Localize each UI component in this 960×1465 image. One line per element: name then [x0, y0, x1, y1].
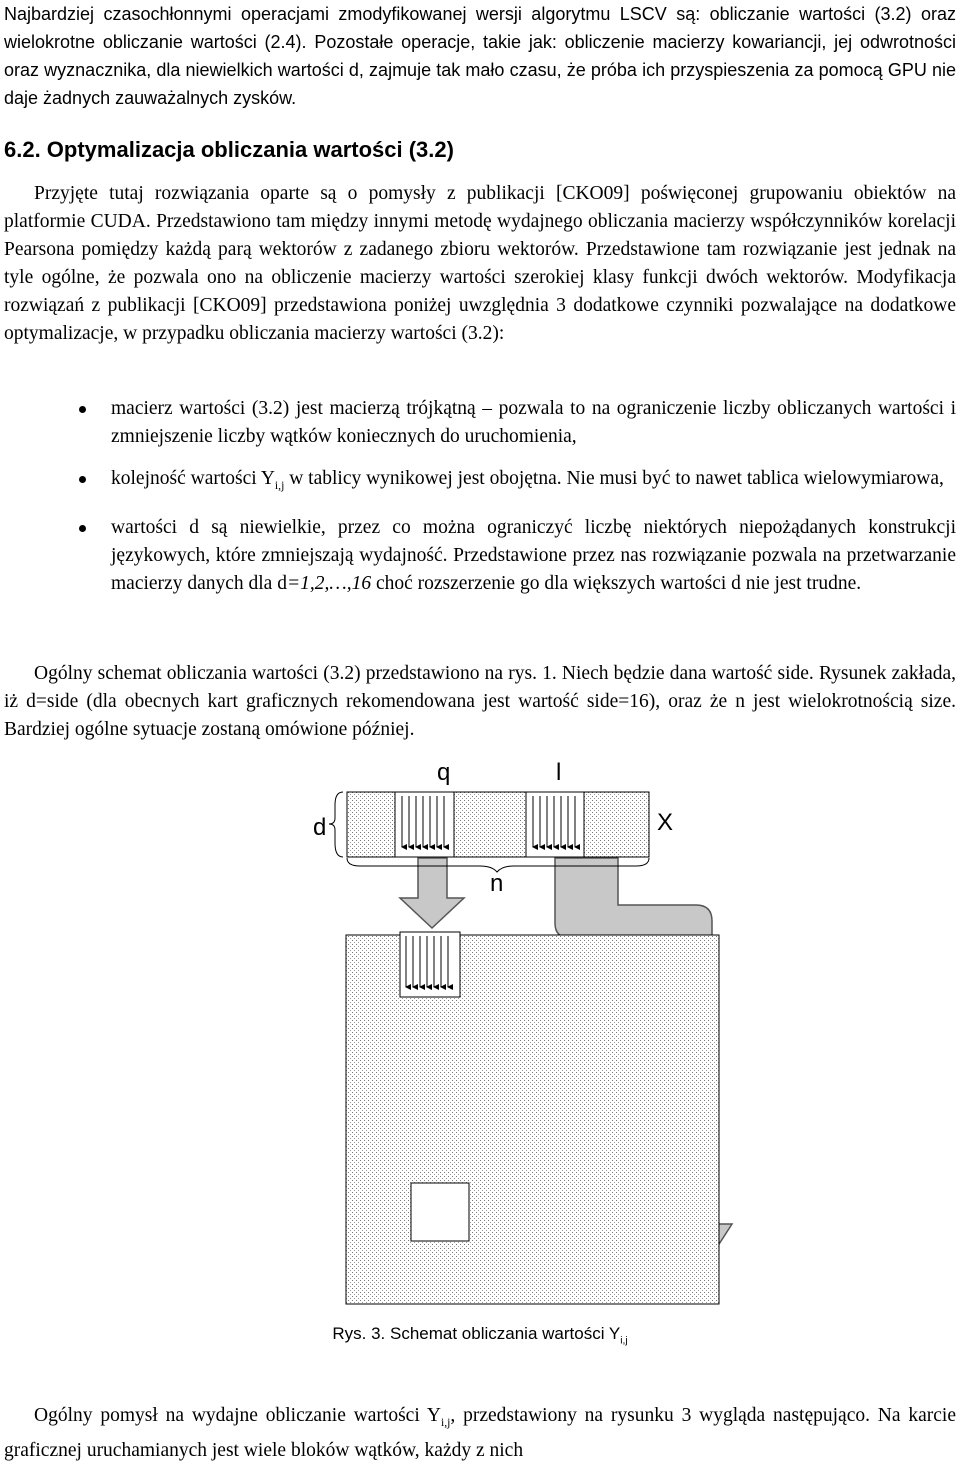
- block-result-y: [411, 1183, 469, 1241]
- schema-figure: [0, 750, 960, 1320]
- brace-d: [329, 792, 343, 857]
- section-paragraph-1: Przyjęte tutaj rozwiązania oparte są o pomysły z publikacji [CKO09] poświęconej grupowaniu obiektów na platformie CUDA. Przedstawiono tam między innymi metodę wydajnego obliczania macierzy współczynników korelacji Pearsona pomiędzy każdą parą wektorów z zadanego zbioru wektorów. Przedstawione tam rozwiązanie jest jednak na tyle ogólne, że pozwala ono na obliczenie macierzy wartości szerokiej klasy funkcji dwóch wektorów. Modyfikacja rozwiązań z publikacji [CKO09] przedstawiona poniżej uwzględnia 3 dodatkowe czynniki pozwalające na dodatkowe optymalizacje, w przypadku obliczania macierzy wartości (3.2):: [4, 183, 956, 344]
- block-target-top: [400, 932, 460, 997]
- label-x: X: [657, 809, 674, 836]
- input-matrix-x: [347, 792, 649, 857]
- bullet-dot-icon: [79, 476, 86, 483]
- section-paragraph-2: Ogólny schemat obliczania wartości (3.2) przedstawiono na rys. 1. Niech będzie dana wartość side. Rysunek zakłada, iż d=side (dla obecnych kart graficznych rekomendowana jest wartość side=16), oraz że n jest wielokrotnością size. Bardziej ogólne sytuacje zostaną omówione później.: [4, 663, 956, 740]
- label-l: l: [556, 759, 562, 786]
- bullet-list: [0, 395, 956, 612]
- label-q: q: [437, 759, 451, 786]
- outro-paragraph: Ogólny pomysł na wydajne obliczanie wartości $Y_{i,j}$, przedstawiony na rysunku 3 wygląda następująco. Na karcie graficznej uruchamianych jest wiele bloków wątków, każdy z nich: [4, 1405, 957, 1461]
- bullet-item-3: wartości d są niewielkie, przez co można ograniczyć liczbę niektórych niepożądanych konstrukcji językowych, które zmniejszają wydajność. Przedstawione przez nas rozwiązanie pozwala na przetwarzanie macierzy danych dla d=1,2,…,16 choć rozszerzenie go dla większych wartości d nie jest trudne.: [0, 514, 956, 598]
- block-q: [395, 792, 454, 857]
- label-d: d: [313, 814, 327, 841]
- label-n: n: [490, 870, 504, 897]
- bullet-item-2: kolejność wartości $Y_{i,j}$ w tablicy wynikowej jest obojętna. Nie musi być to nawet tablica wielowymiarowa,: [0, 465, 956, 500]
- bullet-item-1: macierz wartości (3.2) jest macierzą trójkątną – pozwala to na ograniczenie liczby obliczanych wartości i zmniejszenie liczby wątków koniecznych do uruchomienia,: [0, 395, 956, 451]
- bullet-dot-icon: [79, 525, 86, 532]
- bullet-dot-icon: [79, 406, 86, 413]
- figure-caption: Rys. 3. Schemat obliczania wartości $Y_{i,j}$: [332, 1324, 628, 1347]
- data-flow-arrow-left: [400, 858, 464, 928]
- section-heading: 6.2. Optymalizacja obliczania wartości (3.2): [4, 137, 454, 162]
- intro-paragraph: Najbardziej czasochłonnymi operacjami zmodyfikowanej wersji algorytmu LSCV są: obliczanie wartości (3.2) oraz wielokrotne obliczanie wartości (2.4). Pozostałe operacje, takie jak: obliczenie macierzy kowariancji, jej odwrotności oraz wyznacznika, dla niewielkich wartości d, zajmuje tak mało czasu, że próba ich przyspieszenia za pomocą GPU nie daje żadnych zauważalnych zysków.: [4, 4, 956, 108]
